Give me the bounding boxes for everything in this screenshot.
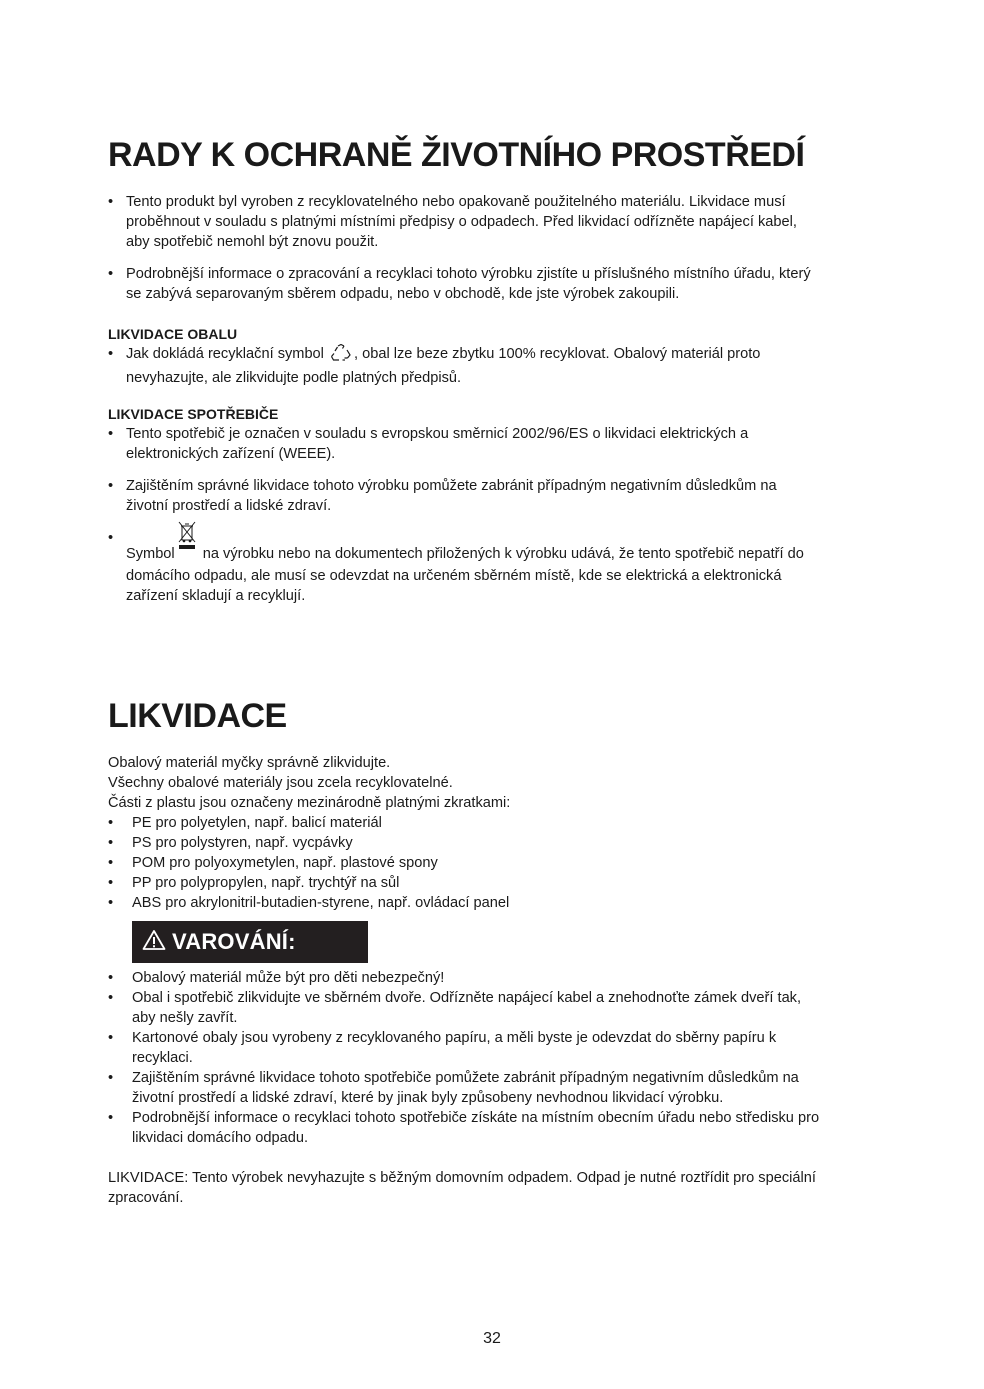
appliance-bullet-2: • Zajištěním správné likvidace tohoto výrobku pomůžete zabránit případným negativním důsledkům na životní prostředí a lidské zdraví. xyxy=(108,478,777,514)
list-item: • PS pro polystyren, např. vycpávky xyxy=(108,835,353,851)
packaging-bullet: • Jak dokládá recyklační symbol , obal lze beze zbytku 100% recyklovat. Obalový materiál proto nevyhazujte, ale zlikvidujte podle platných předpisů. xyxy=(108,346,761,386)
page-number: 32 xyxy=(483,1330,501,1347)
section-title-disposal: LIKVIDACE xyxy=(108,697,287,735)
environment-bullet-2: • Podrobnější informace o zpracování a recyklaci tohoto výrobku zjistíte u příslušného místního úřadu, který se zabývá separovaným sběrem odpadu, nebo v obchodě, kde jste výrobek zakoupili. xyxy=(108,266,811,302)
appliance-bullet-1: • Tento spotřebič je označen v souladu s evropskou směrnicí 2002/96/ES o likvidaci elektrických a elektronických zařízení (WEEE). xyxy=(108,426,749,462)
packaging-heading: LIKVIDACE OBALU xyxy=(108,326,238,342)
list-item: • PE pro polyetylen, např. balicí materiál xyxy=(108,815,382,831)
appliance-bullet-3: • Symbol na výrobku nebo na dokumentech přiložených k výrobku udává, že tento spotřebič nepatří do domácího odpadu, ale musí se odevzdat na určeném sběrném místě, kde se elektrická a elektronická zařízení skladují a recyklují. xyxy=(108,528,878,606)
bullet-dot: • xyxy=(108,346,114,362)
section-title-environment: RADY K OCHRANĚ ŽIVOTNÍHO PROSTŘEDÍ xyxy=(108,136,805,174)
disposal-footer-note: LIKVIDACE: Tento výrobek nevyhazujte s běžným domovním odpadem. Odpad je nutné roztřídit pro speciální zpracování. xyxy=(108,1170,816,1206)
weee-bin-icon xyxy=(177,528,197,566)
bullet-dot: • xyxy=(108,426,114,442)
environment-bullet-1: • Tento produkt byl vyroben z recyklovatelného nebo opakovaně použitelného materiálu. Likvidace musí proběhnout v souladu s platnými místními předpisy o odpadech. Před likvidací odřízněte napájecí kabel, aby spotřebič nemohl být znovu použit. xyxy=(108,194,797,250)
list-item: • Zajištěním správné likvidace tohoto spotřebiče pomůžete zabránit případným negativním důsledkům na životní prostředí a lidské zdraví, které by jinak byly způsobeny nevhodnou likvidací výrobku. xyxy=(108,1070,799,1106)
warning-triangle-icon xyxy=(142,929,166,956)
list-item: • ABS pro akrylonitril-butadien-styrene, např. ovládací panel xyxy=(108,895,510,911)
recycle-icon xyxy=(330,344,352,368)
list-item: • Podrobnější informace o recyklaci tohoto spotřebiče získáte na místním obecním úřadu nebo středisku pro likvidaci domácího odpadu. xyxy=(108,1110,820,1146)
disposal-intro: Obalový materiál myčky správně zlikvidujte. Všechny obalové materiály jsou zcela recyklovatelné. Části z plastu jsou označeny mezinárodně platnými zkratkami: • PE pro polyetylen, např. balicí materiál • PS pro polystyren, např. vycpávky • POM pro polyoxymetylen, např. plastové spony • PP pro polypropylen, např. trychtýř na sůl • ABS pro akrylonitril-butadien-styrene, např. ovládací panel xyxy=(108,753,878,913)
warning-banner xyxy=(132,921,368,963)
list-item: • Obalový materiál může být pro děti nebezpečný! xyxy=(108,970,445,986)
bullet-dot: • xyxy=(108,266,114,282)
warning-label: VAROVÁNÍ: xyxy=(172,929,296,954)
list-item: • POM pro polyoxymetylen, např. plastové spony xyxy=(108,855,438,871)
bullet-dot: • xyxy=(108,194,114,210)
warning-list xyxy=(108,968,878,1148)
list-item: • Kartonové obaly jsou vyrobeny z recyklovaného papíru, a měli byste je odevzdat do sběrny papíru k recyklaci. xyxy=(108,1030,777,1066)
list-item: • PP pro polypropylen, např. trychtýř na sůl xyxy=(108,875,400,891)
appliance-heading: LIKVIDACE SPOTŘEBIČE xyxy=(108,406,279,422)
bullet-dot: • xyxy=(108,530,114,546)
list-item: • Obal i spotřebič zlikvidujte ve sběrném dvoře. Odřízněte napájecí kabel a znehodnoťte zámek dveří tak, aby nešly zavřít. xyxy=(108,990,802,1026)
bullet-dot: • xyxy=(108,478,114,494)
